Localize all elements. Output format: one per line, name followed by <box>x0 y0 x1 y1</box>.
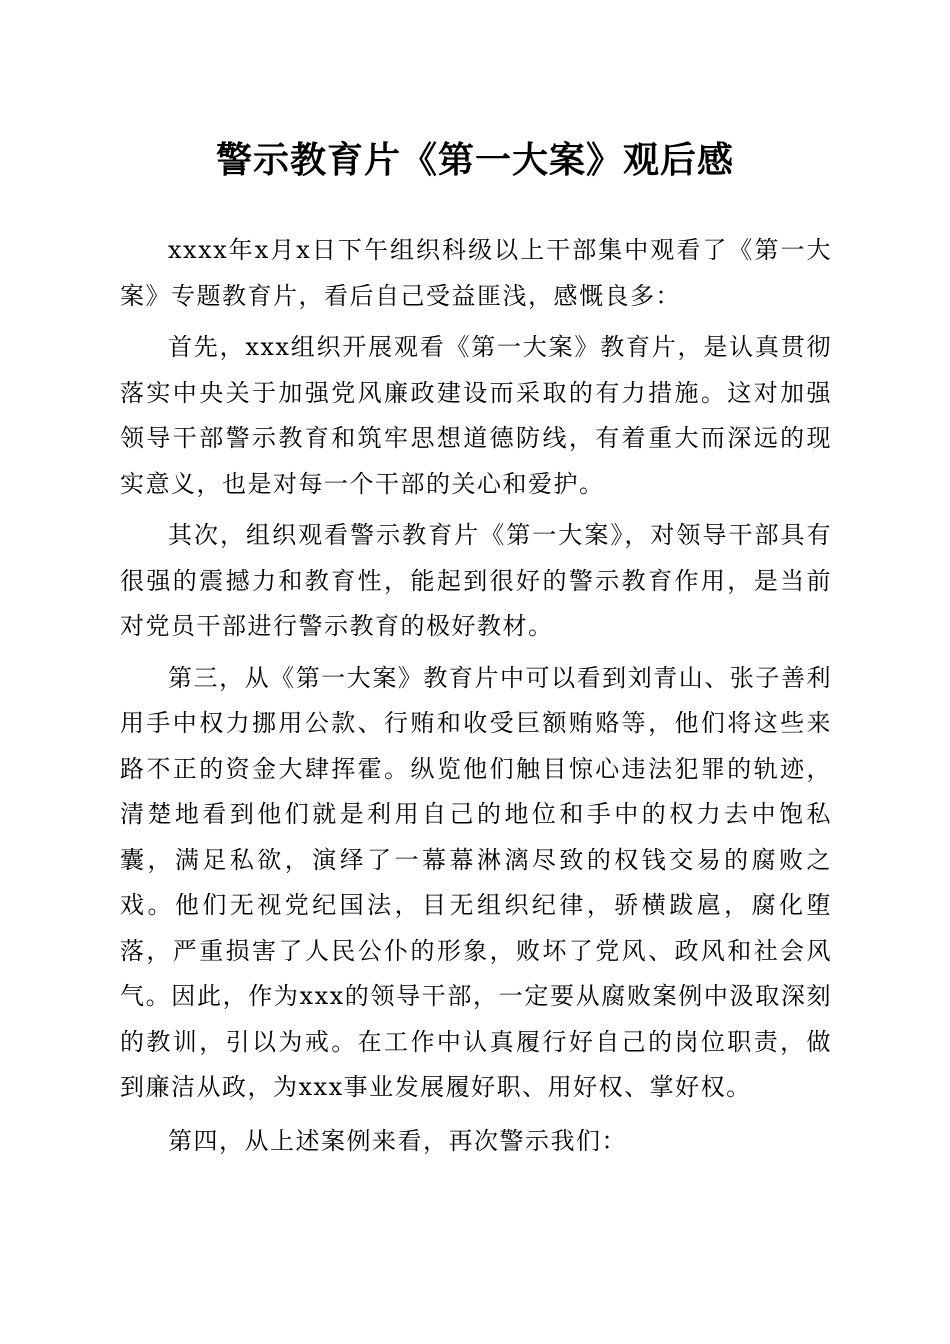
document-body <box>120 228 832 1164</box>
document-title: 警示教育片《第一大案》观后感 <box>215 139 734 181</box>
paragraph-third: 第三，从《第一大案》教育片中可以看到刘青山、张子善利用手中权力挪用公款、行贿和收受巨额贿赂等，他们将这些来路不正的资金大肆挥霍。纵览他们触目惊心违法犯罪的轨迹，清楚地看到他们就是利用自己的地位和手中的权力去中饱私囊，满足私欲，演绎了一幕幕淋漓尽致的权钱交易的腐败之戏。他们无视党纪国法，目无组织纪律，骄横跋扈，腐化堕落，严重损害了人民公仆的形象，败坏了党风、政风和社会风气。因此，作为xxx的领导干部，一定要从腐败案例中汲取深刻的教训，引以为戒。在工作中认真履行好自己的岗位职责，做到廉洁从政，为xxx事业发展履好职、用好权、掌好权。 <box>120 663 832 1101</box>
paragraph-fourth: 第四，从上述案例来看，再次警示我们： <box>168 1126 627 1155</box>
paragraph-second: 其次，组织观看警示教育片《第一大案》，对领导干部具有很强的震撼力和教育性，能起到很好的警示教育作用，是当前对党员干部进行警示教育的极好教材。 <box>120 521 832 640</box>
paragraph-intro: xxxx年x月x日下午组织科级以上干部集中观看了《第一大案》专题教育片，看后自己受益匪浅，感慨良多： <box>120 236 832 310</box>
paragraph-first: 首先，xxx组织开展观看《第一大案》教育片，是认真贯彻落实中央关于加强党风廉政建设而采取的有力措施。这对加强领导干部警示教育和筑牢思想道德防线，有着重大而深远的现实意义，也是对每一个干部的关心和爱护。 <box>120 333 832 498</box>
